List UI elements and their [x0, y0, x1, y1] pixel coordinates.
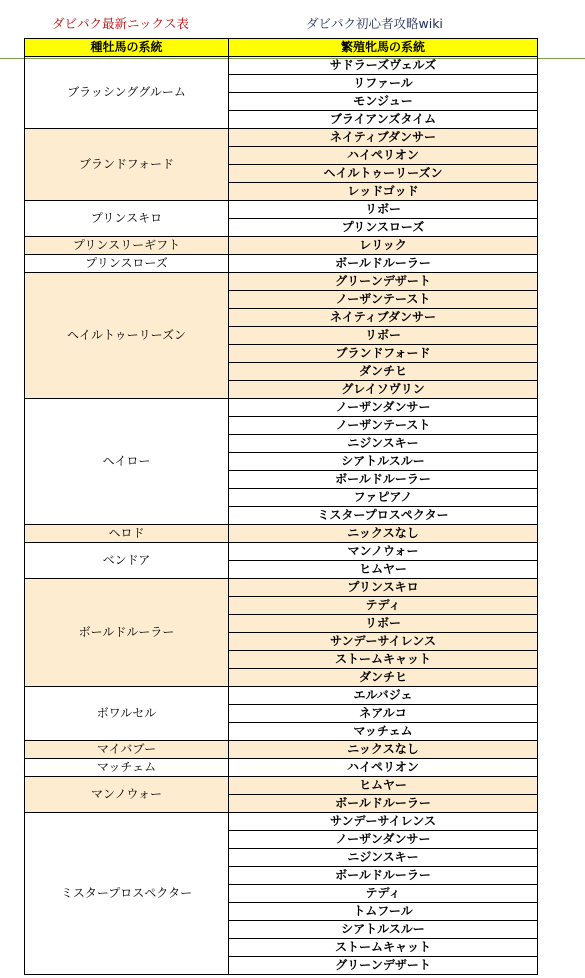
sire-line-cell: ボールドルーラー	[25, 579, 229, 687]
mare-line-cell: ブライアンズタイム	[229, 111, 538, 129]
mare-line-cell: サドラーズヴェルズ	[229, 57, 538, 75]
sire-line-cell: マイバブー	[25, 741, 229, 759]
mare-line-cell: プリンスキロ	[229, 579, 538, 597]
mare-line-cell: レッドゴッド	[229, 183, 538, 201]
mare-line-cell: グリーンデザート	[229, 957, 538, 975]
table-row	[25, 579, 538, 597]
table-row	[25, 759, 538, 777]
table-row	[25, 255, 538, 273]
mare-line-cell: ノーザンダンサー	[229, 399, 538, 417]
sire-line-cell: マンノウォー	[25, 777, 229, 813]
table-row	[25, 741, 538, 759]
mare-line-cell: ファピアノ	[229, 489, 538, 507]
table-row	[25, 201, 538, 219]
mare-line-cell: グレイソヴリン	[229, 381, 538, 399]
mare-line-cell: ミスタープロスペクター	[229, 507, 538, 525]
mare-line-cell: ボールドルーラー	[229, 867, 538, 885]
table-row	[25, 543, 538, 561]
mare-line-cell: ボールドルーラー	[229, 471, 538, 489]
mare-line-cell: ストームキャット	[229, 939, 538, 957]
mare-line-cell: リボー	[229, 615, 538, 633]
table-row	[25, 129, 538, 147]
sire-line-cell: マッチェム	[25, 759, 229, 777]
sire-line-cell: ベンドア	[25, 543, 229, 579]
mare-line-cell: エルバジェ	[229, 687, 538, 705]
mare-line-cell: マンノウォー	[229, 543, 538, 561]
mare-line-cell: ヒムヤー	[229, 777, 538, 795]
mare-line-cell: モンジュー	[229, 93, 538, 111]
mare-line-cell: ニックスなし	[229, 741, 538, 759]
mare-line-cell: シアトルスルー	[229, 453, 538, 471]
sire-line-cell: ヘロド	[25, 525, 229, 543]
table-row	[25, 525, 538, 543]
table-row	[25, 237, 538, 255]
sire-line-cell: ブランドフォード	[25, 129, 229, 201]
column-header-sire: 種牡馬の系統	[25, 39, 229, 57]
table-row	[25, 57, 538, 75]
sire-line-cell: ボワルセル	[25, 687, 229, 741]
mare-line-cell: ニジンスキー	[229, 435, 538, 453]
sire-line-cell: プリンスローズ	[25, 255, 229, 273]
mare-line-cell: プリンスローズ	[229, 219, 538, 237]
sire-line-cell: ブラッシンググルーム	[25, 57, 229, 129]
mare-line-cell: ネアルコ	[229, 705, 538, 723]
mare-line-cell: ハイペリオン	[229, 147, 538, 165]
mare-line-cell: ネイティブダンサー	[229, 129, 538, 147]
mare-line-cell: サンデーサイレンス	[229, 633, 538, 651]
sire-line-cell: ヘイロー	[25, 399, 229, 525]
mare-line-cell: テディ	[229, 885, 538, 903]
mare-line-cell: シアトルスルー	[229, 921, 538, 939]
mare-line-cell: ブランドフォード	[229, 345, 538, 363]
sire-line-cell: プリンスリーギフト	[25, 237, 229, 255]
table-header-row	[25, 39, 538, 57]
mare-line-cell: ストームキャット	[229, 651, 538, 669]
mare-line-cell: サンデーサイレンス	[229, 813, 538, 831]
table-row	[25, 813, 538, 831]
sire-line-cell: ヘイルトゥーリーズン	[25, 273, 229, 399]
mare-line-cell: ハイペリオン	[229, 759, 538, 777]
mare-line-cell: ボールドルーラー	[229, 795, 538, 813]
table-row	[25, 273, 538, 291]
mare-line-cell: テディ	[229, 597, 538, 615]
mare-line-cell: ヒムヤー	[229, 561, 538, 579]
mare-line-cell: ノーザンテースト	[229, 291, 538, 309]
mare-line-cell: レリック	[229, 237, 538, 255]
mare-line-cell: ノーザンダンサー	[229, 831, 538, 849]
mare-line-cell: トムフール	[229, 903, 538, 921]
mare-line-cell: リボー	[229, 201, 538, 219]
sire-line-cell: ミスタープロスペクター	[25, 813, 229, 975]
table-row	[25, 399, 538, 417]
column-header-mare: 繁殖牝馬の系統	[229, 39, 538, 57]
mare-line-cell: グリーンデザート	[229, 273, 538, 291]
page-title-left: ダビパク最新ニックス表	[52, 16, 189, 31]
mare-line-cell: ニックスなし	[229, 525, 538, 543]
mare-line-cell: ネイティブダンサー	[229, 309, 538, 327]
table-body	[25, 57, 538, 975]
mare-line-cell: マッチェム	[229, 723, 538, 741]
page-title-right: ダビパク初心者攻略wiki	[306, 16, 443, 31]
mare-line-cell: ダンチヒ	[229, 363, 538, 381]
table-row	[25, 777, 538, 795]
mare-line-cell: ノーザンテースト	[229, 417, 538, 435]
table-row	[25, 687, 538, 705]
mare-line-cell: リボー	[229, 327, 538, 345]
mare-line-cell: リファール	[229, 75, 538, 93]
nicks-table	[24, 38, 538, 975]
mare-line-cell: ダンチヒ	[229, 669, 538, 687]
mare-line-cell: ボールドルーラー	[229, 255, 538, 273]
mare-line-cell: ニジンスキー	[229, 849, 538, 867]
sire-line-cell: プリンスキロ	[25, 201, 229, 237]
mare-line-cell: ヘイルトゥーリーズン	[229, 165, 538, 183]
